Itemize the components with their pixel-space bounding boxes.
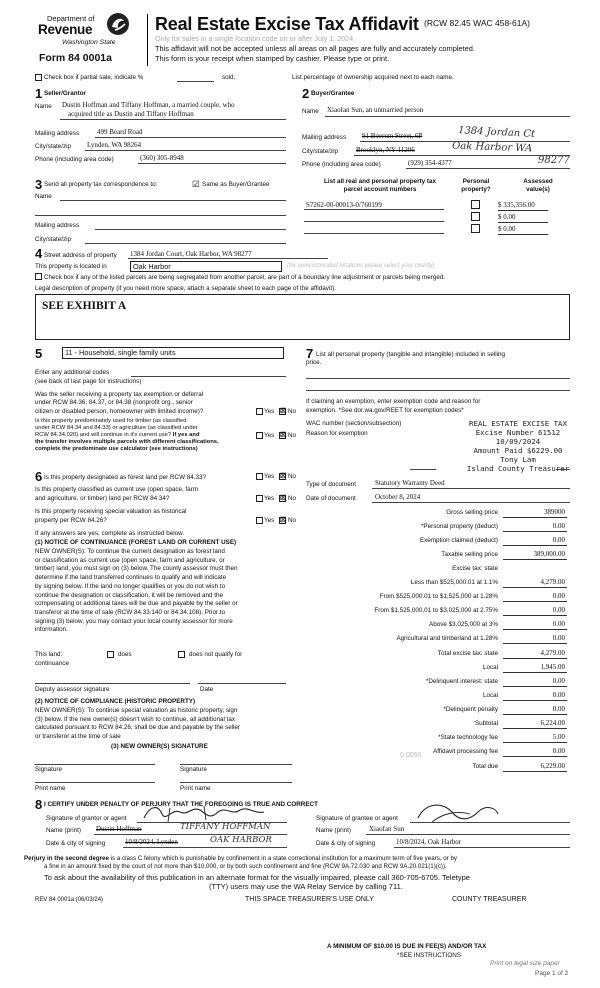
buyer-city-struck[interactable]: Brooklyn, NY 11206	[356, 146, 415, 154]
notice-1-line: timber) land, you must sign on (3) below. The county assessor must then	[35, 565, 238, 573]
reason-label: Reason for exemption	[306, 430, 368, 437]
s6-q3-yes-checkbox[interactable]	[256, 517, 263, 524]
s5-q2-yes-label: Yes	[264, 432, 275, 439]
calc-value[interactable]: 0.00	[503, 536, 567, 546]
notice-1-line: NEW OWNER(S): To continue the current designation as forest land	[35, 548, 225, 555]
corr-city-label: City/state/zip	[35, 236, 72, 243]
perjury-line-1: Perjury in the second degree is a class C felony which is punishable by confinement in a state correctional institution for a maximum term of five years, or by	[24, 855, 457, 862]
section-8-number: 8	[35, 797, 43, 812]
calc-value[interactable]: 0.00	[503, 592, 567, 602]
parcel-row-1-personal-checkbox[interactable]	[471, 200, 480, 209]
addl-codes-note: (see back of last page for instructions)	[35, 378, 142, 385]
doc-type-label: Type of document	[306, 481, 357, 488]
seller-name-line2[interactable]: acquired title as Dustin and Tiffany Hoffman	[68, 110, 194, 118]
page-number: Page 1 of 2	[535, 970, 569, 977]
parcel-col-head-3	[506, 178, 570, 194]
stamp-rule-right	[556, 469, 570, 470]
calc-value[interactable]: 4,279.00	[503, 649, 567, 659]
land-does-label: does	[118, 651, 132, 658]
segregation-label: Check box if any of the listed parcels are being segregated from another parcel, are part of a boundary line adjustment or parcels being merged.	[44, 274, 446, 281]
form-number: Form 84 0001a	[39, 52, 112, 64]
s5-q1-line2: under RCW 84.36, 84.37, or 84.38 (nonprofit org., senior	[35, 399, 193, 406]
s6-q2-no-label: No	[288, 495, 297, 502]
calc-value[interactable]: 0.00	[503, 522, 567, 532]
s6-q1-yes-checkbox[interactable]	[256, 473, 263, 480]
corr-same-checkbox[interactable]: ☑	[192, 179, 200, 189]
s6-q2-no-checkbox[interactable]: ☒	[280, 495, 287, 502]
segregation-checkbox[interactable]	[35, 273, 42, 280]
section-1-number: 1	[35, 86, 43, 101]
notice-2-line: or transferor at the time of sale	[35, 733, 121, 741]
local-rate: 0.0050	[400, 752, 422, 759]
new-owner-sig-label-1: Signature	[35, 766, 62, 773]
buyer-mail-label: Mailing address	[302, 134, 347, 141]
calc-label: Taxable selling price	[441, 551, 498, 558]
notice-1-text	[35, 548, 238, 635]
s7-exemption-2: exemption. *See dor.wa.gov/REET for exemption codes*	[306, 407, 464, 414]
corr-mail-label: Mailing address	[35, 222, 80, 229]
s5-q2-line1: Is this property predominately used for timber (as classified	[35, 418, 187, 424]
buyer-heading: Buyer/Grantee	[311, 90, 355, 97]
deputy-date-field[interactable]	[198, 683, 286, 684]
calc-label: Total excise tax: state	[437, 650, 498, 657]
located-select[interactable]: Oak Harbor	[130, 261, 282, 272]
s5-q1-line1: Was the seller receiving a property tax exemption or deferral	[35, 391, 204, 398]
new-owner-sig-2[interactable]	[180, 764, 292, 765]
notice-1-line: by signing below. If the land no longer qualifies or you do not wish to	[35, 582, 226, 590]
s7-text-1: List all personal property (tangible and intangible) included in selling	[316, 351, 506, 358]
treasurer-use: THIS SPACE TREASURER'S USE ONLY	[245, 896, 374, 903]
stamp-rule-left	[410, 469, 436, 470]
parcel-col-head-3b: value(s)	[526, 185, 550, 193]
calc-value[interactable]: 389000	[503, 508, 567, 518]
buyer-mail-struck[interactable]: 91 Boerum Street, 6P	[362, 132, 423, 140]
stamp-line-6: Island County Treasurer	[466, 464, 570, 473]
notice-1-heading: (1) NOTICE OF CONTINUANCE (FOREST LAND OR CURRENT USE)	[35, 539, 237, 546]
seller-name-underline	[60, 119, 286, 120]
parcel-row-2-value[interactable]: $ 0.00	[498, 213, 548, 223]
parcel-col-head-1	[310, 178, 450, 194]
wac-label: WAC number (section/subsection)	[306, 420, 402, 427]
calc-label: Above $3,025,000 at 3%	[429, 621, 498, 628]
seller-phone-label: Phone (including area code)	[35, 156, 114, 163]
corr-name-field[interactable]	[60, 200, 286, 201]
legal-desc-label: Legal description of property (if you need more space, attach a separate sheet to each page of the affidavit).	[35, 285, 336, 292]
stamp-line-3: 10/09/2024	[495, 437, 541, 446]
stamp-line-2: Excise Number 61512	[475, 428, 561, 437]
section-5-number: 5	[35, 346, 43, 361]
buyer-name-value[interactable]: Xiaofan Sun, an unmarried person	[327, 106, 424, 114]
calc-value[interactable]: 6,224.00	[503, 719, 567, 729]
calc-value[interactable]: 0.00	[503, 677, 567, 687]
legal-desc-value[interactable]: SEE EXHIBIT A	[42, 300, 127, 312]
land-does-not-checkbox[interactable]	[178, 651, 185, 658]
seller-phone-value[interactable]: (360) 305-8948	[140, 154, 184, 162]
deputy-signature-label: Deputy assessor signature	[35, 686, 110, 693]
calc-value[interactable]: 0.00	[503, 691, 567, 701]
notice-1-line: information.	[35, 626, 68, 634]
s6-q1-no-label: No	[288, 473, 297, 480]
notice-2-line: calculated pursuant to RCW 84.26, shall be due and payable by the seller	[35, 724, 241, 732]
form-subtitle-1: Only for sales in a single location code on or after July 1, 2024.	[155, 34, 356, 43]
buyer-name-label: Name	[302, 108, 319, 115]
calc-label: From $525,000.01 to $1,525,000 at 1.28%	[379, 593, 498, 600]
calc-label: Local	[482, 664, 498, 671]
calc-label: *Delinquent penalty	[443, 706, 498, 713]
doc-date-underline	[372, 502, 570, 503]
parcel-col-head-2b: property?	[461, 185, 491, 193]
seller-heading: Seller/Grantor	[44, 90, 86, 97]
notice-2-heading: (2) NOTICE OF COMPLIANCE (HISTORIC PROPERTY)	[35, 698, 196, 705]
seller-mail-label: Mailing address	[35, 130, 80, 137]
corr-city-field[interactable]	[85, 243, 286, 244]
grantee-name-value[interactable]: Xiaofan Sun	[369, 825, 405, 833]
seller-name-line1[interactable]: Dustin Hoffman and Tiffany Hoffman, a married couple, who	[62, 101, 235, 109]
form-subtitle-2: This affidavit will not be accepted unless all areas on all pages are fully and accurately completed.	[155, 44, 475, 53]
new-owner-print-1[interactable]	[35, 782, 155, 783]
grantee-date-label: Date & city of signing	[316, 840, 376, 847]
new-owner-sig-label-2: Signature	[180, 766, 207, 773]
grantor-signature[interactable]	[140, 802, 270, 824]
s6-q3-no-checkbox[interactable]: ☒	[280, 517, 287, 524]
parcel-col-head-1a: List all real and personal property tax	[324, 178, 436, 185]
land-does-checkbox[interactable]	[107, 651, 114, 658]
parcel-row-3-personal-checkbox[interactable]	[471, 224, 480, 233]
notice-2-text	[35, 707, 240, 742]
calc-value[interactable]: 4,279.00	[503, 578, 567, 588]
street-underline	[128, 258, 328, 259]
s7-personal-field-1[interactable]	[306, 378, 570, 379]
s7-text-2: price.	[306, 359, 322, 366]
parcel-row-1-line	[304, 209, 444, 210]
grantee-date-underline	[394, 847, 570, 848]
buyer-city-label: City/state/zip	[302, 148, 339, 155]
parcel-row-3-value[interactable]: $ 0.00	[498, 225, 548, 235]
grantor-name-handwritten[interactable]: TIFFANY HOFFMAN	[180, 822, 271, 832]
calc-label: Less than $525,000.01 at 1.1%	[410, 579, 498, 586]
corr-same-label: Same as Buyer/Grantee	[202, 181, 270, 188]
parcel-col-head-2	[454, 178, 498, 194]
dor-logo-icon	[106, 12, 130, 36]
doc-date-label: Date of document	[306, 495, 356, 502]
notice-3-heading: (3) NEW OWNER(S) SIGNATURE	[111, 743, 208, 750]
s5-q2-line4: the transfer involves multiple parcels with different classifications,	[35, 439, 219, 445]
partial-sale-sold: sold.	[222, 74, 236, 81]
grantor-sig-label: Signature of grantor or agent	[46, 815, 127, 822]
see-instructions: *SEE INSTRUCTIONS	[397, 952, 462, 959]
s5-q1-no-checkbox[interactable]: ☒	[280, 408, 287, 415]
partial-sale-checkbox[interactable]	[35, 74, 42, 81]
s6-ifyes: If any answers are yes, complete as instructed below.	[35, 530, 185, 537]
section-4-number: 4	[35, 246, 43, 261]
calc-value[interactable]: 0.00	[503, 747, 567, 757]
s5-q1-yes-label: Yes	[264, 408, 275, 415]
perjury-line-2: a fine in an amount fixed by the court of not more than $10,000, or by both such confinement and fine (RCW 9A.72.030 and RCW 9A.20.021(1)(c)).	[44, 863, 447, 870]
calc-label: From $1,525,000.01 to $3,025,000 at 2.75%	[374, 607, 498, 614]
grantor-name-label: Name (print)	[46, 827, 81, 834]
calc-label: Excise tax: state	[452, 565, 498, 572]
stamp-line-5: Tony Lam	[500, 455, 536, 464]
s6-q3-line2: property per RCW 84.26?	[35, 517, 107, 524]
buyer-zip-handwritten[interactable]: 98277	[538, 155, 570, 166]
calc-value[interactable]: 1,945.00	[503, 663, 567, 673]
buyer-phone-value[interactable]: (929) 354-4377	[408, 159, 452, 167]
parcel-row-1-parcel[interactable]: S7262-00-00013-0/760199	[306, 201, 382, 209]
calc-value[interactable]: 0.00	[503, 620, 567, 630]
corr-label: Send all property tax correspondence to:	[44, 181, 158, 188]
s5-q2-no-checkbox[interactable]: ☒	[280, 432, 287, 439]
doc-date-value[interactable]: October 8, 2024	[375, 493, 421, 501]
partial-sale-pct-field[interactable]	[177, 81, 214, 82]
alt-format-line-2: (TTY) users may use the WA Relay Service by calling 711.	[209, 882, 403, 891]
s7-exemption-1: If claiming an exemption, enter exemption code and reason for	[306, 398, 481, 405]
s6-q3-no-label: No	[288, 517, 297, 524]
grantor-date-value[interactable]: 10/8/2024, Lynden	[125, 838, 178, 846]
grantee-name-label: Name (print)	[316, 827, 351, 834]
notice-1-line: or classification as current use (open space, farm and agriculture, or	[35, 556, 225, 564]
calc-label: Exemption claimed (deduct)	[419, 537, 498, 544]
s5-q1-yes-checkbox[interactable]	[256, 408, 263, 415]
new-owner-print-2[interactable]	[180, 782, 292, 783]
addl-codes-field[interactable]	[131, 376, 286, 377]
addl-codes-label: Enter any additional codes	[35, 369, 110, 376]
section-3-number: 3	[35, 177, 43, 192]
this-land-label: This land:	[35, 651, 63, 658]
s5-q2-yes-checkbox[interactable]	[256, 432, 263, 439]
buyer-phone-label: Phone (including area code)	[302, 161, 381, 168]
stamp-line-1: REAL ESTATE EXCISE TAX	[469, 419, 567, 428]
notice-1-line: compensating or additional taxes will be due and payable by the seller or	[35, 600, 238, 608]
notice-1-line: signing (3) below, you may contact your local county assessor for more	[35, 617, 233, 625]
parcel-row-1-value[interactable]: $ 335,356.00	[498, 201, 548, 211]
stamp-line-4: Amount Paid $6229.00	[473, 446, 563, 455]
s6-q2-line2: and agriculture, or timber) land per RCW 84.34?	[35, 495, 170, 502]
land-use-select[interactable]: 11 - Household, single family units	[62, 347, 284, 359]
ownership-note: List percentage of ownership acquired next to each name.	[292, 74, 454, 81]
notice-2-line: (3) below. If the new owner(s) doesn't wish to continue, all additional tax	[35, 715, 236, 723]
new-owner-print-label-1: Print name	[35, 785, 66, 792]
county-treasurer: COUNTY TREASURER	[452, 896, 527, 903]
calc-label: Subtotal	[474, 720, 498, 727]
certify-heading: I CERTIFY UNDER PENALTY OF PERJURY THAT THE FOREGOING IS TRUE AND CORRECT	[44, 801, 318, 808]
s6-q1: Is this property designated as forest land per RCW 84.33?	[44, 474, 207, 481]
parcel-row-2-personal-checkbox[interactable]	[471, 212, 480, 221]
street-value[interactable]: 1384 Jordan Court, Oak Harbor, WA 98277	[130, 250, 252, 258]
seller-city-value[interactable]: Lynden, WA 98264	[87, 141, 142, 149]
s5-q2-no-label: No	[288, 432, 297, 439]
new-owner-sig-1[interactable]	[35, 764, 155, 765]
s6-q1-yes-label: Yes	[264, 473, 275, 480]
notice-1-line: transferor at the time of sale (RCW 84.33.140 or 84.34.108). Prior to	[35, 608, 226, 616]
parcel-col-head-1b: parcel account numbers	[343, 185, 417, 193]
grantee-date-value[interactable]: 10/8/2024, Oak Harbor	[396, 838, 462, 846]
land-does-not-label: does not qualify for	[189, 651, 243, 658]
section-2-number: 2	[302, 86, 310, 101]
parcel-row-2-line	[304, 221, 444, 222]
located-label: This property is located in	[35, 263, 107, 270]
s5-q2-line2: under RCW 84.34 and 84.33) or agriculture (as classified under	[35, 425, 198, 431]
s6-q2-yes-label: Yes	[264, 495, 275, 502]
grantee-sig-underline	[410, 822, 570, 823]
new-owner-print-label-2: Print name	[180, 785, 211, 792]
calc-value[interactable]: 6,229.00	[503, 762, 567, 772]
s5-q2-line5: complete the predominate use calculator (see instructions)	[35, 446, 198, 452]
buyer-phone-underline	[406, 168, 570, 169]
calc-label: *Delinquent interest: state	[425, 678, 498, 685]
calc-value[interactable]: 0.00	[503, 634, 567, 644]
dor-logo-dept: Department of	[47, 14, 95, 23]
calc-label: Local	[482, 692, 498, 699]
seller-mail-value[interactable]: 499 Beard Road	[97, 128, 143, 136]
seller-city-label: City/state/zip	[35, 143, 72, 150]
s5-q1-no-label: No	[288, 408, 297, 415]
calc-label: Affidavit processing fee	[433, 748, 498, 755]
s6-q3-line1: Is this property receiving special valuation as historical	[35, 508, 187, 515]
s6-q3-yes-label: Yes	[264, 517, 275, 524]
dor-logo-revenue: Revenue	[38, 22, 93, 37]
form-subtitle-3: This form is your receipt when stamped by cashier. Please type or print.	[155, 54, 390, 63]
parcel-col-head-2a: Personal	[462, 178, 490, 185]
notice-1-line: determine if the land transferred continues to qualify and will indicate	[35, 574, 227, 582]
calc-label: *State technology fee	[438, 734, 498, 741]
parcel-col-head-3a: Assessed	[523, 178, 553, 185]
alt-format-line-1: To ask about the availability of this publication in an alternate format for the visually impaired, please call 360-705-6705. Teletype	[44, 873, 470, 882]
corr-mail-field[interactable]	[95, 229, 286, 230]
s6-q2-yes-checkbox[interactable]	[256, 495, 263, 502]
minimum-notice: A MINIMUM OF $10.00 IS DUE IN FEE(S) AND/OR TAX	[327, 943, 487, 950]
notice-2-line: NEW OWNER(S): To continue special valuation as historic property, sign	[35, 707, 238, 714]
section-6-number: 6	[35, 469, 43, 484]
perjury-line-1-rest: is a class C felony which is punishable by confinement in a state correctional institution for a maximum term of five years, or by	[110, 855, 457, 862]
calc-value[interactable]: 0.00	[503, 705, 567, 715]
buyer-mail-handwritten[interactable]: 1384 Jordan Ct	[457, 124, 536, 141]
continuance-label: continuance	[35, 660, 69, 667]
calc-label: Total due	[472, 763, 498, 770]
partial-sale-label: Check box if partial sale, indicate %	[44, 74, 144, 81]
corr-name-field-2[interactable]	[35, 215, 286, 216]
grantee-sig-label: Signature of grantee or agent	[316, 815, 398, 822]
form-title: Real Estate Excise Tax Affidavit	[155, 14, 419, 34]
deputy-date-label: Date	[200, 686, 214, 693]
grantee-name-underline	[366, 834, 570, 835]
seller-phone-underline	[138, 163, 286, 164]
s7-personal-field-2[interactable]	[306, 390, 570, 391]
grantor-date-label: Date & city of signing	[46, 840, 106, 847]
seller-city-underline	[85, 150, 286, 151]
grantor-date-handwritten[interactable]: OAK HARBOR	[210, 835, 272, 845]
s5-q2-line3a: RCW 84.34.020) and will continue in it's current use?	[35, 432, 172, 438]
calc-value[interactable]: 389,000.00	[503, 550, 567, 560]
deputy-signature-field[interactable]	[35, 683, 190, 684]
calc-label: Gross selling price	[446, 509, 498, 516]
parcel-row-3-line	[304, 233, 444, 234]
located-hint: (for unincorporated locations please select your county)	[287, 263, 435, 269]
treasurer-stamp	[458, 419, 578, 473]
dor-logo-state: Washington State	[62, 39, 116, 46]
calc-label: *Personal property (deduct)	[420, 523, 498, 530]
s5-q2-line3b: If yes and	[172, 432, 200, 438]
section-7-number: 7	[306, 346, 314, 361]
grantor-name-value[interactable]: Dustin Hoffman	[96, 825, 142, 833]
buyer-city-handwritten[interactable]: Oak Harbor WA	[451, 140, 533, 155]
s6-q1-no-checkbox[interactable]: ☒	[280, 473, 287, 480]
street-label: Street address of property	[44, 252, 117, 259]
doc-type-value[interactable]: Statutory Warranty Deed	[375, 479, 445, 487]
s5-q1-line3: citizen or disabled person, homeowner with limited income)?	[35, 408, 204, 415]
grantor-date-underline	[123, 847, 287, 848]
legal-paper-note: Print on legal size paper	[490, 960, 560, 967]
doc-type-underline	[372, 488, 570, 489]
form-rcw: (RCW 82.45 WAC 458-61A)	[424, 18, 530, 28]
notice-1-line: continue the designation or classification, it will be removed and the	[35, 591, 223, 599]
corr-name-label: Name	[35, 193, 52, 200]
seller-mail-underline	[95, 137, 286, 138]
seller-name-label: Name	[35, 103, 52, 110]
calc-value[interactable]: 5.00	[503, 733, 567, 743]
header-divider	[147, 14, 148, 66]
buyer-name-underline	[325, 116, 570, 117]
s6-q2-line1: Is this property classified as current use (open space, farm	[35, 486, 199, 493]
calc-value[interactable]: 0.00	[503, 606, 567, 616]
rev-number: REV 84 0001a (06/03/24)	[35, 897, 104, 903]
calc-label: Agricultural and timberland at 1.28%	[396, 635, 498, 642]
